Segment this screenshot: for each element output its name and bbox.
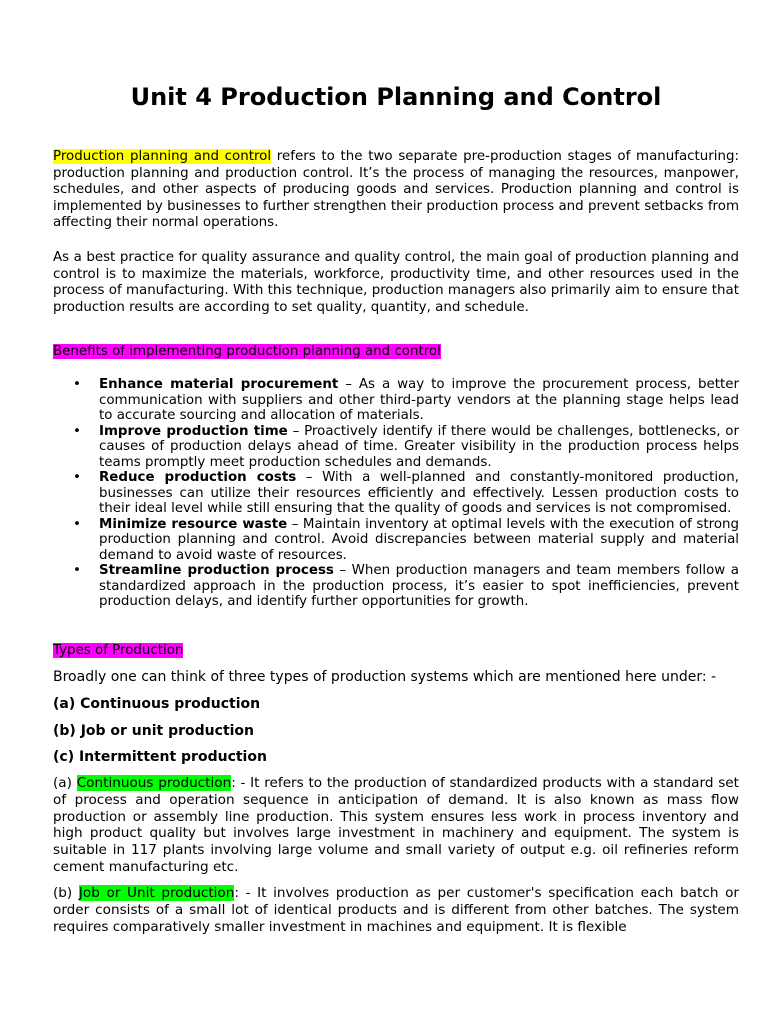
continuous-highlight: Continuous production [76,775,232,791]
job-paragraph: (b) Job or Unit production: - It involves production as per customer's specification each batch or order consists of a small lot of identical products and is different from other batches. The system requires comparatively smaller investment in machines and equipment. It is flexible [53,885,739,935]
benefits-list [53,377,739,610]
intro-paragraph [53,149,739,232]
benefits-heading: Benefits of implementing production planning and control [53,344,441,359]
intro-highlight: Production planning and control [53,149,272,164]
type-intermittent: (c) Intermittent production [53,749,267,765]
benefit-text: – Maintain inventory at optimal levels with the execution of strong production planning and control. Avoid discrepancies between material supply and material demand to avoid waste of resources. [99,516,740,563]
intro-text: refers to the two separate pre-production stages of manufacturing: production planning and production control. It’s the process of managing the resources, manpower, schedules, and other aspects of producing goods and services. Production planning and control is implemented by businesses to further strengthen their production process and prevent setbacks from affecting their normal operations. [53,149,739,230]
benefit-term: Enhance material procurement [99,377,339,392]
benefit-text: – Proactively identify if there would be challenges, bottlenecks, or causes of production delays ahead of time. Greater visibility in the production process helps teams promptly meet production schedules and demands. [99,423,739,470]
page-title: Unit 4 Production Planning and Control [130,83,662,111]
job-highlight: Job or Unit production [78,885,235,901]
list-item [53,424,739,471]
best-practice-paragraph: As a best practice for quality assurance and quality control, the main goal of production planning and control is to maximize the materials, workforce, productivity time, and other resources used in the process of manufacturing. With this technique, production managers also primarily aim to ensure that production results are according to set quality, quantity, and schedule. [53,250,739,315]
benefit-term: Minimize resource waste [99,516,288,532]
benefit-text: – With a well-planned and constantly-monitored production, businesses can utilize their resources efficiently and effectively. Lessen production costs to their ideal level while still ensuring that the quality of goods and services is not compromised. [99,470,739,516]
benefit-term: Reduce production costs [99,470,297,485]
benefit-text: – As a way to improve the procurement process, better communication with suppliers and other third-party vendors at the planning stage helps lead to accurate sourcing and allocation of materials. [99,377,739,423]
list-item [53,377,739,424]
list-item [53,563,739,610]
type-job: (b) Job or unit production [53,723,255,739]
types-intro: Broadly one can think of three types of production systems which are mentioned here under: - [53,669,717,685]
list-item [53,517,739,564]
list-item [53,470,739,517]
benefit-text: – When production managers and team members follow a standardized approach in the production process, it’s easier to spot inefficiencies, prevent production delays, and identify further opportunities for growth. [99,563,739,609]
benefit-term: Improve production time [99,423,288,439]
continuous-paragraph: (a) Continuous production: - It refers to the production of standardized products with a standard set of process and operation sequence in anticipation of demand. It is also known as mass flow production or assembly line production. This system ensures less work in process inventory and high product quality but involves large investment in machinery and equipment. The system is suitable in 117 plants involving large volume and small variety of output e.g. oil refineries reform cement manufacturing etc. [53,775,739,875]
type-continuous: (a) Continuous production [53,696,261,712]
benefit-term: Streamline production process [99,563,334,578]
types-heading: Types of Production [53,643,184,658]
